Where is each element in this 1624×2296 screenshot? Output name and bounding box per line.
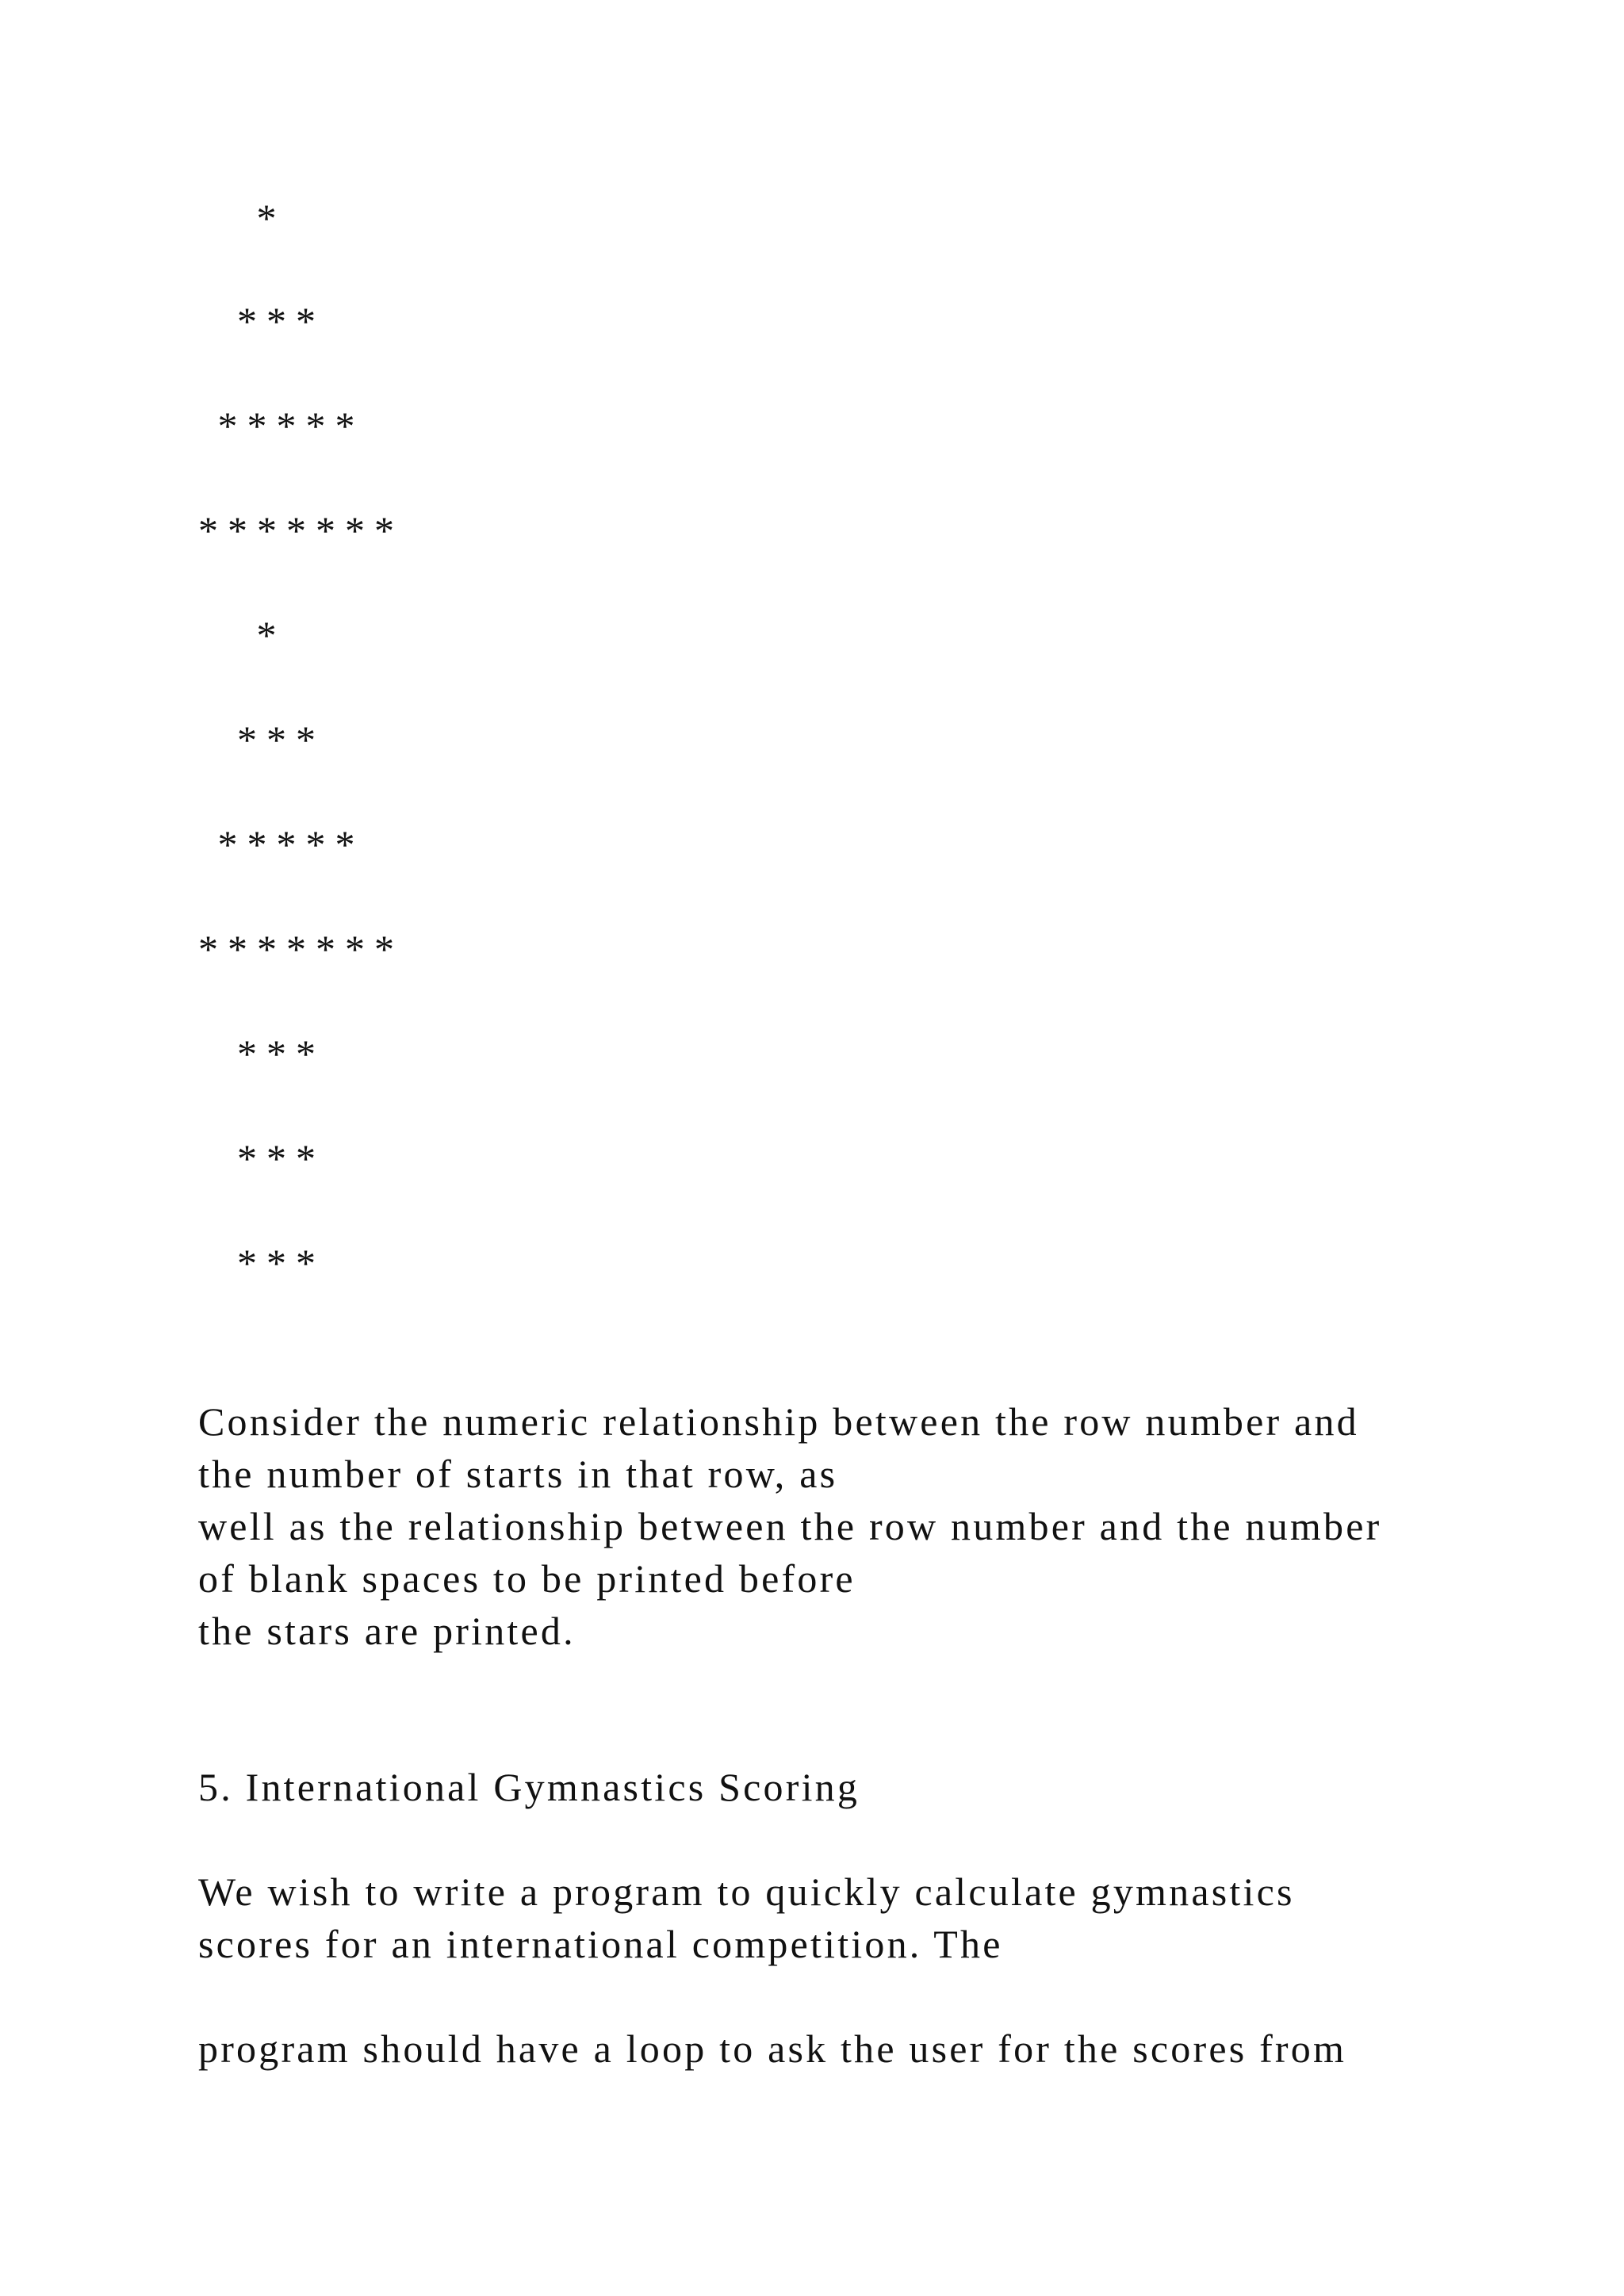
star-row-4: ******* bbox=[198, 508, 404, 553]
paragraph-line-5: the stars are printed. bbox=[198, 1609, 576, 1653]
intro-line-1: We wish to write a program to quickly calculate gymnastics bbox=[198, 1869, 1295, 1914]
paragraph-line-1: Consider the numeric relationship between the row number and bbox=[198, 1399, 1359, 1444]
paragraph-line-2: the number of starts in that row, as bbox=[198, 1452, 838, 1496]
star-row-8: ******* bbox=[198, 927, 404, 971]
star-row-1: * bbox=[198, 196, 286, 240]
section-heading: 5. International Gymnastics Scoring bbox=[198, 1765, 860, 1809]
paragraph-line-3: well as the relationship between the row number and the number bbox=[198, 1504, 1382, 1548]
star-row-10: *** bbox=[198, 1136, 325, 1181]
star-row-6: *** bbox=[198, 718, 325, 762]
continuation-line: program should have a loop to ask the user for the scores from bbox=[198, 2026, 1347, 2071]
paragraph-line-4: of blank spaces to be printed before bbox=[198, 1556, 856, 1601]
star-row-5: * bbox=[198, 613, 286, 657]
intro-line-2: scores for an international competition. The bbox=[198, 1922, 1003, 1966]
star-row-11: *** bbox=[198, 1241, 325, 1285]
star-row-9: *** bbox=[198, 1031, 325, 1076]
star-row-2: *** bbox=[198, 299, 325, 343]
star-row-3: ***** bbox=[198, 404, 365, 448]
star-row-7: ***** bbox=[198, 822, 365, 867]
